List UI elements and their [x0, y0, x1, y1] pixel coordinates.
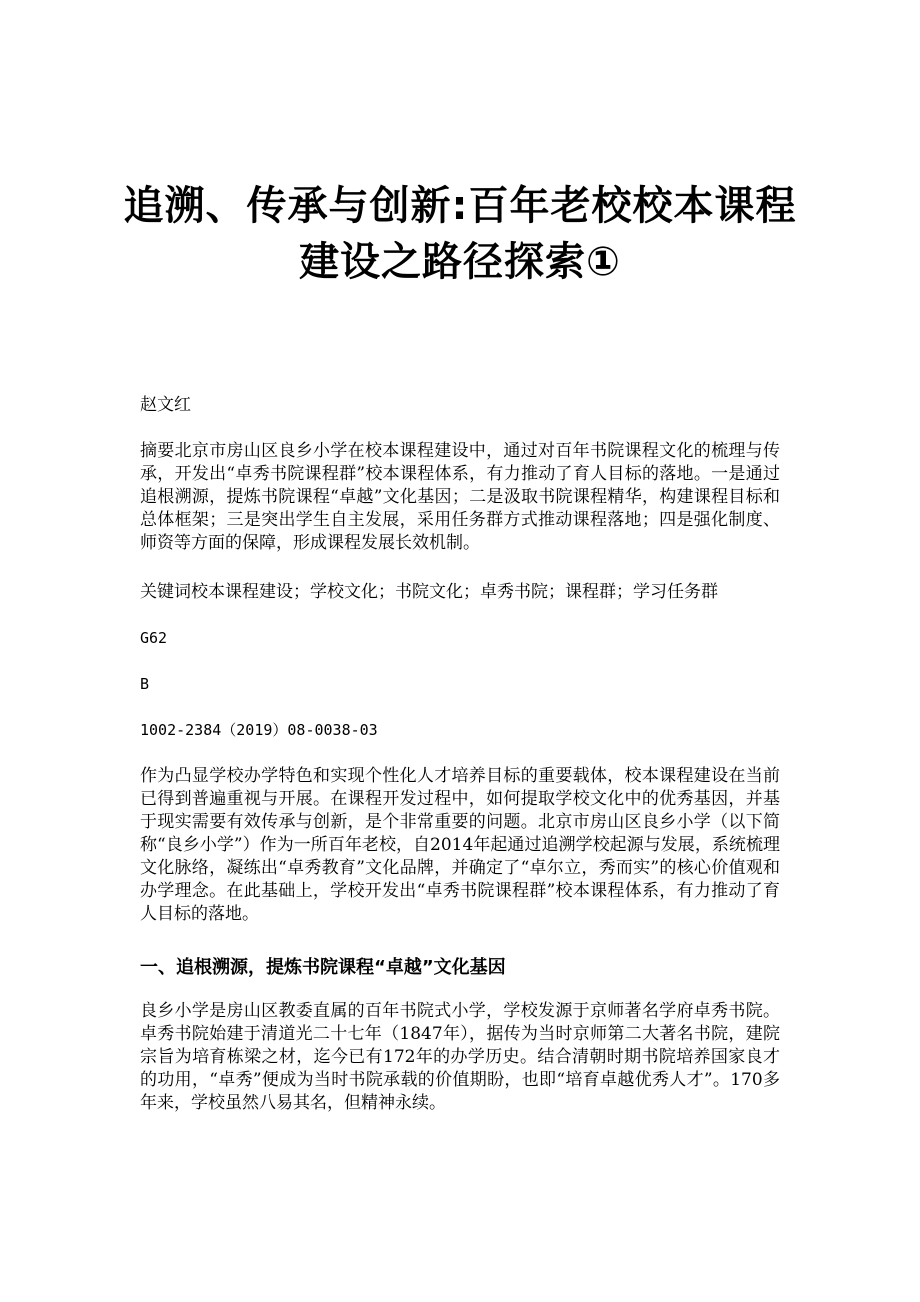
author-name: 赵文红 [140, 395, 191, 415]
keywords-line: 关键词校本课程建设；学校文化；书院文化；卓秀书院；课程群；学习任务群 [140, 582, 718, 602]
document-code: B [140, 675, 150, 693]
article-title-line-1: 追溯、传承与创新:百年老校校本课程 [123, 183, 797, 229]
classification-code: G62 [140, 629, 168, 647]
article-title [120, 178, 800, 290]
abstract-paragraph: 摘要北京市房山区良乡小学在校本课程建设中，通过对百年书院课程文化的梳理与传承，开发出“卓秀书院课程群”校本课程体系，有力推动了育人目标的落地。一是通过追根溯源，提炼书院课程“卓越”文化基因；二是汲取书院课程精华，构建课程目标和总体框架；三是突出学生自主发展，采用任务群方式推动课程落地；四是强化制度、师资等方面的保障，形成课程发展长效机制。 [140, 441, 780, 553]
section-1-heading: 一、追根溯源，提炼书院课程“卓越”文化基因 [140, 957, 506, 978]
article-id: 1002-2384（2019）08-0038-03 [140, 721, 378, 739]
section-1-paragraph: 良乡小学是房山区教委直属的百年书院式小学，学校发源于京师著名学府卓秀书院。卓秀书院始建于清道光二十七年（1847年），据传为当时京师第二大著名书院，建院宗旨为培育栋梁之材，迄今已有172年的办学历史。结合清朝时期书院培养国家良才的功用，“卓秀”便成为当时书院承载的价值期盼，也即“培育卓越优秀人才”。170多年来，学校虽然八易其名，但精神永续。 [140, 1001, 780, 1113]
intro-paragraph: 作为凸显学校办学特色和实现个性化人才培养目标的重要载体，校本课程建设在当前已得到普遍重视与开展。在课程开发过程中，如何提取学校文化中的优秀基因，并基于现实需要有效传承与创新，是个非常重要的问题。北京市房山区良乡小学（以下简称“良乡小学”）作为一所百年老校，自2014年起通过追溯学校起源与发展，系统梳理文化脉络，凝练出“卓秀教育”文化品牌，并确定了“卓尔立，秀而实”的核心价值观和办学理念。在此基础上，学校开发出“卓秀书院课程群”校本课程体系，有力推动了育人目标的落地。 [140, 766, 780, 924]
article-title-line-2: 建设之路径探索① [299, 239, 621, 285]
